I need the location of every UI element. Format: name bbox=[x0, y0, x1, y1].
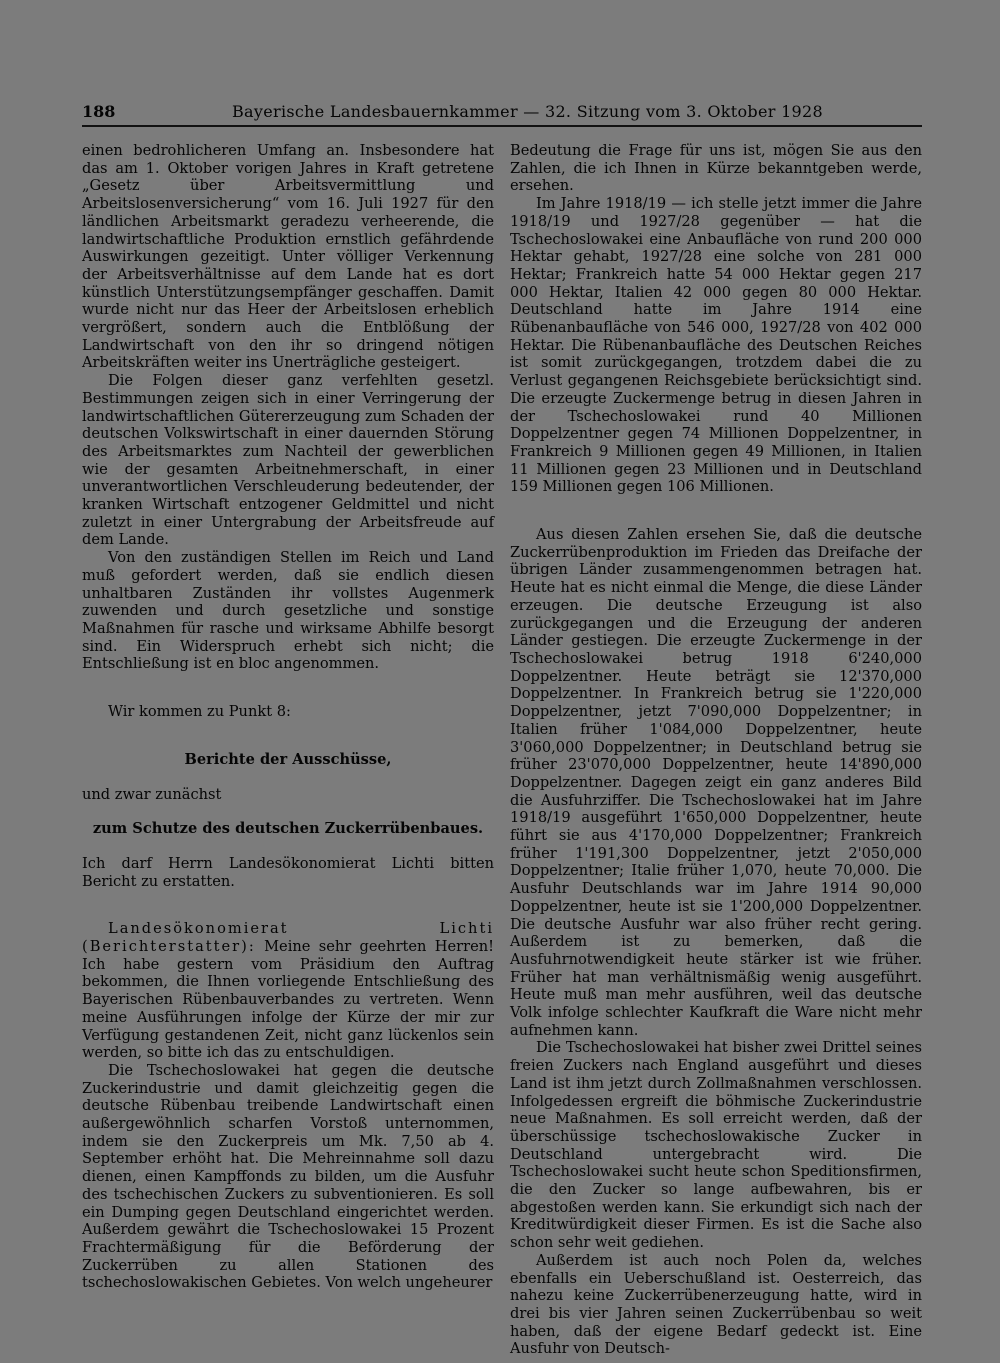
section-heading: Berichte der Ausschüsse, bbox=[184, 750, 392, 768]
paragraph: Wir kommen zu Punkt 8: bbox=[108, 703, 291, 721]
paragraph: Außerdem ist auch noch Polen da, welches ebenfalls ein Ueberschußland ist. Oesterreich, das nahezu keine Zuckerrübenerzeugung hatte, wird in drei bis vier Jahren seinen Zuckerrübenbau so weit haben, daß der eigene Bedarf gedeckt ist. Eine Ausfuhr von Deutsch- bbox=[510, 1251, 922, 1358]
paragraph: und zwar zunächst bbox=[82, 785, 222, 803]
paragraph: Die Tschechoslowakei hat gegen die deutsche Zuckerindustrie und damit gleichzeitig gegen die deutsche Rübenbau treibende Landwirtschaft einen außergewöhnlich scharfen Vorstoß unternommen, indem sie den Zuckerpreis um Mk. 7,50 ab 4. September erhöht hat. Die Mehreinnahme soll dazu dienen, einen Kampffonds zu bilden, um die Ausfuhr des tschechischen Zuckers zu subventionieren. Es soll ein Dumping gegen Deutschland eingerichtet werden. Außerdem gewährt die Tschechoslowakei 15 Prozent Frachtermäßigung für die Beförderung der Zuckerrüben zu allen Stationen des tschechoslowakischen Gebietes. Von welch ungeheurer bbox=[82, 1061, 494, 1292]
paragraph: Im Jahre 1918/19 — ich stelle jetzt immer die Jahre 1918/19 und 1927/28 gegenüber — hat die Tschechoslowakei eine Anbaufläche von rund 200 000 Hektar gehabt, 1927/28 eine solche von 281 000 Hektar; Frankreich hatte 54 000 Hektar gegen 217 000 Hektar, Italien 42 000 gegen 80 000 Hektar. Deutschland hatte im Jahre 1914 eine Rübenanbaufläche von 546 000, 1927/28 von 402 000 Hektar. Die Rübenanbaufläche des Deutschen Reiches ist somit zurückgegangen, trotzdem dabei die zu Verlust gegangenen Reichsgebiete berücksichtigt sind. Die erzeugte Zuckermenge betrug in diesen Jahren in der Tschechoslowakei rund 40 Millionen Doppelzentner gegen 74 Millionen Doppelzentner, in Frankreich 9 Millionen gegen 49 Millionen, in Italien 11 Millionen gegen 23 Millionen und in Deutschland 159 Millionen gegen 106 Millionen. bbox=[510, 195, 922, 496]
paragraph: Bedeutung die Frage für uns ist, mögen Sie aus den Zahlen, die ich Ihnen in Kürze bekanntgeben werde, ersehen. bbox=[510, 142, 922, 195]
speaker-name: Landesökonomierat Lichti (Berichterstatter): bbox=[82, 920, 494, 956]
right-column bbox=[510, 142, 922, 1358]
paragraph: einen bedrohlicheren Umfang an. Insbesondere hat das am 1. Oktober vorigen Jahres in Kraft getretene „Gesetz über Arbeitsvermittlung und Arbeitslosenversicherung“ vom 16. Juli 1927 für den ländlichen Arbeitsmarkt geradezu verheerende, die landwirtschaftliche Produktion ernstlich gefährdende Auswirkungen gezeitigt. Unter völliger Verkennung der Arbeitsverhältnisse auf dem Lande hat es dort künstlich Unterstützungsempfänger geschaffen. Damit wurde nicht nur das Heer der Arbeitslosen erheblich vergrößert, sondern auch die Entblößung der Landwirtschaft von den ihr so dringend nötigen Arbeitskräften weiter ins Unerträgliche gesteigert. bbox=[82, 142, 494, 372]
page-number: 188 bbox=[82, 102, 116, 121]
paragraph: Die Tschechoslowakei hat bisher zwei Drittel seines freien Zuckers nach England ausgeführt und dieses Land ist ihm jetzt durch Zollmaßnahmen verschlossen. Infolgedessen ergreift die böhmische Zuckerindustrie neue Maßnahmen. Es soll erreicht werden, daß der überschüssige tschechoslowakische Zucker in Deutschland untergebracht wird. Die Tschechoslowakei sucht heute schon Speditionsfirmen, die den Zucker so lange aufbewahren, bis er abgestoßen werden kann. Sie erkundigt sich nach der Kreditwürdigkeit dieser Firmen. Es ist die Sache also schon sehr weit gediehen. bbox=[510, 1039, 922, 1252]
paragraph: Ich darf Herrn Landesökonomierat Lichti bitten Bericht zu erstatten. bbox=[82, 854, 494, 890]
speech-text: Meine sehr geehrten Herren! Ich habe gestern vom Präsidium den Auftrag bekommen, die Ihnen vorliegende Entschließung des Bayerischen Rübenbauverbandes zu vertreten. Wenn meine Ausführungen infolge der Kürze der mir zur Verfügung gestandenen Zeit, nicht ganz lückenlos sein werden, so bitte ich das zu entschuldigen. bbox=[82, 938, 495, 1062]
running-header bbox=[82, 102, 922, 124]
header-rule bbox=[82, 125, 922, 127]
left-column bbox=[82, 142, 494, 1292]
paragraph: Aus diesen Zahlen ersehen Sie, daß die deutsche Zuckerrübenproduktion im Frieden das Dreifache der übrigen Länder zusammengenommen betragen hat. Heute hat es nicht einmal die Menge, die diese Länder erzeugen. Die deutsche Erzeugung ist also zurückgegangen und die Erzeugung der anderen Länder gestiegen. Die erzeugte Zuckermenge in der Tschechoslowakei betrug 1918 6'240,000 Doppelzentner. Heute beträgt sie 12'370,000 Doppelzentner. In Frankreich betrug sie 1'220,000 Doppelzentner, jetzt 7'090,000 Doppelzentner; in Italien früher 1'084,000 Doppelzentner, heute 3'060,000 Doppelzentner; in Deutschland betrug sie früher 23'070,000 Doppelzentner, heute 14'890,000 Doppelzentner. Dagegen zeigt ein ganz anderes Bild die Ausfuhrziffer. Die Tschechoslowakei hat im Jahre 1918/19 ausgeführt 1'650,000 Doppelzentner, heute führt sie aus 4'170,000 Doppelzentner; Frankreich früher 1'191,300 Doppelzentner, jetzt 2'050,000 Doppelzentner; Italie früher 1,070, heute 70,000. Die Ausfuhr Deutschlands war im Jahre 1914 90,000 Doppelzentner, heute ist sie 1'200,000 Doppelzentner. Die deutsche Ausfuhr war also früher recht gering. Außerdem ist zu bemerken, daß die Ausfuhrnotwendigkeit heute stärker ist wie früher. Früher hat man verhältnismäßig wenig ausgeführt. Heute muß man mehr ausführen, weil das deutsche Volk infolge schlechter Kaufkraft die Ware nicht mehr aufnehmen kann. bbox=[510, 526, 922, 1039]
paragraph: Die Folgen dieser ganz verfehlten gesetzl. Bestimmungen zeigen sich in einer Verringerung der landwirtschaftlichen Gütererzeugung zum Schaden der deutschen Volkswirtschaft in einer dauernden Störung des Arbeitsmarktes zum Nachteil der gewerblichen wie der gesamten Arbeitnehmerschaft, in einer unverantwortlichen Verschleuderung bedeutender, der kranken Wirtschaft entzogener Geldmittel und nicht zuletzt in einer Untergrabung der Arbeitsfreude auf dem Lande. bbox=[82, 372, 494, 549]
speaker-paragraph bbox=[82, 920, 494, 1062]
paragraph: Von den zuständigen Stellen im Reich und Land muß gefordert werden, daß sie endlich diesen unhaltbaren Zuständen ihr vollstes Augenmerk zuwenden und durch gesetzliche und sonstige Maßnahmen für rasche und wirksame Abhilfe besorgt sind. Ein Widerspruch erhebt sich nicht; die Entschließung ist en bloc angenommen. bbox=[82, 549, 494, 673]
section-subheading: zum Schutze des deutschen Zuckerrübenbaues. bbox=[92, 820, 484, 838]
running-title: Bayerische Landesbauernkammer — 32. Sitzung vom 3. Oktober 1928 bbox=[232, 102, 823, 121]
